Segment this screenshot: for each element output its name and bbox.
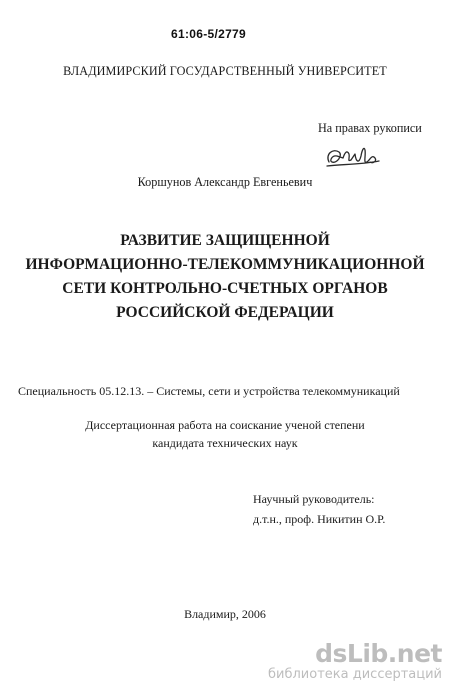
title-line: СЕТИ КОНТРОЛЬНО-СЧЕТНЫХ ОРГАНОВ (62, 280, 388, 297)
degree-statement (0, 416, 450, 452)
author-name: Коршунов Александр Евгеньевич (137, 175, 313, 189)
watermark (268, 640, 442, 682)
watermark-caption: библиотека диссертаций (268, 667, 442, 682)
place-and-year: Владимир, 2006 (184, 607, 266, 621)
supervisor-label: Научный руководитель: (253, 492, 375, 506)
specialty-line: Специальность 05.12.13. – Системы, сети и устройства телекоммуникаций (18, 384, 400, 398)
title-line: ИНФОРМАЦИОННО-ТЕЛЕКОММУНИКАЦИОННОЙ (25, 256, 425, 273)
watermark-logo: dsLib.net (315, 639, 442, 668)
supervisor-name: д.т.н., проф. Никитин О.Р. (253, 512, 386, 526)
supervisor-block (253, 489, 385, 529)
library-stamp: 61:06-5/2779 (171, 27, 246, 41)
rights-note: На правах рукописи (318, 121, 422, 135)
signature-image (323, 140, 383, 172)
university-name: ВЛАДИМИРСКИЙ ГОСУДАРСТВЕННЫЙ УНИВЕРСИТЕТ (63, 64, 387, 78)
degree-line: Диссертационная работа на соискание ученой степени (85, 418, 365, 432)
title-line: РОССИЙСКОЙ ФЕДЕРАЦИИ (116, 304, 334, 321)
title-line: РАЗВИТИЕ ЗАЩИЩЕННОЙ (120, 232, 330, 249)
dissertation-title (0, 229, 450, 325)
degree-line: кандидата технических наук (152, 436, 298, 450)
